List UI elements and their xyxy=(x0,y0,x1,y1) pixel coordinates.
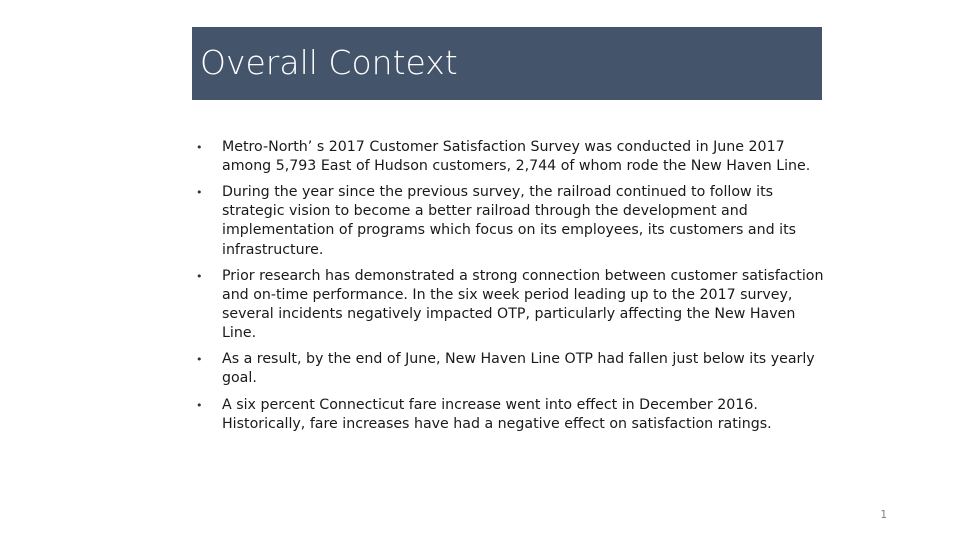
slide-title: Overall Context xyxy=(200,43,458,82)
bullet-item xyxy=(196,350,824,388)
bullet-text: During the year since the previous survey, the railroad continued to follow its strategic vision to become a better railroad through the development and implementation of programs which focus on its employees, its customers and its infrastructure. xyxy=(222,184,797,258)
bullet-icon: • xyxy=(196,353,203,367)
bullet-text: Metro-North’ s 2017 Customer Satisfaction Survey was conducted in June 2017 among 5,793 East of Hudson customers, 2,744 of whom rode the New Haven Line. xyxy=(222,139,811,175)
page-number: 1 xyxy=(880,509,887,521)
bullet-text: As a result, by the end of June, New Haven Line OTP had fallen just below its yearly goal. xyxy=(222,351,815,387)
bullet-icon: • xyxy=(196,269,203,283)
bullet-text: Prior research has demonstrated a strong connection between customer satisfaction and on-time performance. In the six week period leading up to the 2017 survey, several incidents negatively impacted OTP, particularly affecting the New Haven Line. xyxy=(222,267,824,342)
bullet-text: A six percent Connecticut fare increase went into effect in December 2016. Historically, fare increases have had a negative effect on satisfaction ratings. xyxy=(222,396,772,432)
bullet-item xyxy=(196,183,824,259)
bullet-icon: • xyxy=(196,141,203,154)
bullet-item xyxy=(196,138,824,176)
title-bar xyxy=(192,27,822,100)
bullet-icon: • xyxy=(196,186,203,200)
bullet-icon: • xyxy=(196,398,203,412)
bullet-list xyxy=(196,138,824,434)
bullet-item xyxy=(196,396,824,434)
bullet-item xyxy=(196,267,824,343)
